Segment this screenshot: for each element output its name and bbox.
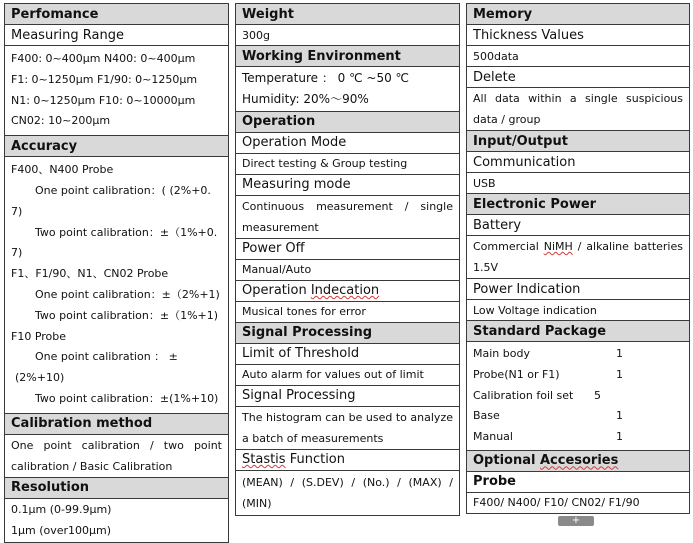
range-line: F400: 0~400μm N400: 0~400μm [11, 52, 196, 65]
measuring-range-label: Measuring Range [5, 25, 229, 46]
power-indication-value: Low Voltage indication [467, 300, 690, 321]
humidity-value: Humidity: 20%～90% [242, 91, 369, 106]
optional-title-misspelled: Accesories [539, 453, 619, 469]
resolution-line: 1μm (over100μm) [11, 523, 112, 537]
accuracy-line: 7) [11, 204, 23, 218]
standard-package-heading: Standard Package [467, 321, 690, 342]
accuracy-line: Two point calibration：±（1%+0. [35, 225, 218, 239]
battery-label: Battery [467, 215, 690, 236]
communication-value: USB [467, 173, 690, 194]
package-item [473, 406, 623, 427]
resolution-line: 0.1μm (0-99.9μm) [11, 502, 112, 516]
optional-title-a: Optional [473, 453, 540, 469]
package-item-name: Calibration foil set [473, 388, 574, 402]
accuracy-line: One point calibration ： ± [35, 350, 178, 364]
performance-column [4, 3, 229, 543]
accuracy-line: Two point calibration：±(1%+10) [35, 391, 219, 405]
thickness-values-label: Thickness Values [467, 25, 690, 46]
memory-column [466, 3, 690, 514]
resolution-values [5, 498, 229, 543]
operation-indication-label [236, 280, 460, 301]
accuracy-line: F1、F1/90、N1、CN02 Probe [11, 267, 169, 281]
communication-label: Communication [467, 152, 690, 173]
statistics-label-text: Function [285, 452, 346, 468]
battery-text-a: Commercial [473, 240, 544, 253]
package-item [473, 386, 601, 407]
weight-value: 300g [236, 25, 460, 46]
power-off-label: Power Off [236, 238, 460, 259]
package-item-qty: 1 [616, 347, 623, 360]
package-item-name: Probe(N1 or F1) [473, 367, 560, 381]
operation-heading: Operation [236, 111, 460, 132]
probe-label: Probe [467, 471, 690, 492]
environment-values [236, 67, 460, 112]
accuracy-values [5, 157, 229, 414]
accuracy-line: F400、N400 Probe [11, 163, 114, 177]
accuracy-line: One point calibration：±（2%+1) [35, 287, 220, 301]
resolution-heading: Resolution [5, 477, 229, 498]
electronic-power-heading: Electronic Power [467, 194, 690, 215]
delete-label: Delete [467, 67, 690, 88]
weight-heading: Weight [236, 4, 460, 25]
temperature-value: Temperature ： 0 ℃ ~50 ℃ [242, 71, 409, 85]
accuracy-line: 7) [11, 246, 23, 260]
probe-value: F400/ N400/ F10/ CN02/ F1/90 [467, 492, 690, 513]
expand-table-button[interactable]: + [558, 516, 594, 526]
limit-value: Auto alarm for values out of limit [236, 364, 460, 385]
operation-column [235, 3, 460, 516]
package-item [473, 344, 623, 365]
limit-label: Limit of Threshold [236, 343, 460, 364]
package-item [473, 427, 623, 448]
package-item-qty: 1 [616, 430, 623, 444]
accuracy-line: F10 Probe [11, 329, 67, 343]
power-indication-label: Power Indication [467, 279, 690, 300]
input-output-heading: Input/Output [467, 131, 690, 152]
package-item-name: Manual [473, 430, 513, 444]
power-off-value: Manual/Auto [236, 259, 460, 280]
indication-label-text: Operation [242, 283, 311, 299]
package-item-qty: 1 [616, 409, 623, 423]
statistics-label-misspelled: Stastis [242, 452, 286, 468]
performance-heading: Perfomance [5, 4, 229, 25]
operation-indication-value: Musical tones for error [236, 301, 460, 322]
measuring-mode-label: Measuring mode [236, 174, 460, 195]
signal-processing-label: Signal Processing [236, 385, 460, 406]
operation-mode-value: Direct testing & Group testing [236, 153, 460, 174]
measuring-mode-value: Continuous measurement / single measurement [236, 195, 460, 238]
delete-value: All data within a single suspicious data / group [467, 88, 690, 131]
battery-value [467, 236, 690, 279]
package-item-name: Base [473, 409, 500, 423]
package-item-name: Main body [473, 347, 530, 360]
thickness-values-value: 500data [467, 46, 690, 67]
indication-label-misspelled: Indecation [310, 283, 380, 299]
environment-heading: Working Environment [236, 46, 460, 67]
calibration-value: One point calibration / two point calibration / Basic Calibration [5, 434, 229, 477]
standard-package-list [467, 342, 690, 451]
operation-mode-label: Operation Mode [236, 132, 460, 153]
package-item [473, 365, 623, 386]
accuracy-line: One point calibration：( (2%+0. [35, 183, 211, 197]
memory-heading: Memory [467, 4, 690, 25]
accuracy-line: Two point calibration：±（1%+1) [35, 308, 219, 322]
optional-accessories-heading [467, 450, 690, 471]
range-line: CN02: 10~200μm [11, 114, 111, 128]
battery-text-nimh: NiMH [543, 240, 573, 253]
range-line: N1: 0~1250μm F10: 0~10000μm [11, 93, 196, 107]
calibration-heading: Calibration method [5, 413, 229, 434]
package-item-qty: 5 [594, 388, 601, 402]
accuracy-line: (2%+10) [15, 371, 65, 385]
statistics-function-label [236, 449, 460, 470]
signal-processing-value: The histogram can be used to analyze a batch of measurements [236, 406, 460, 449]
accuracy-heading: Accuracy [5, 136, 229, 157]
measuring-range-values [5, 46, 229, 136]
statistics-function-value: (MEAN) / (S.DEV) / (No.) / (MAX) / (MIN) [236, 470, 460, 515]
range-line: F1: 0~1250μm F1/90: 0~1250μm [11, 72, 198, 86]
battery-text-c: / alkaline batteries 1.5V [473, 240, 683, 274]
signal-processing-heading: Signal Processing [236, 322, 460, 343]
package-item-qty: 1 [616, 367, 623, 381]
